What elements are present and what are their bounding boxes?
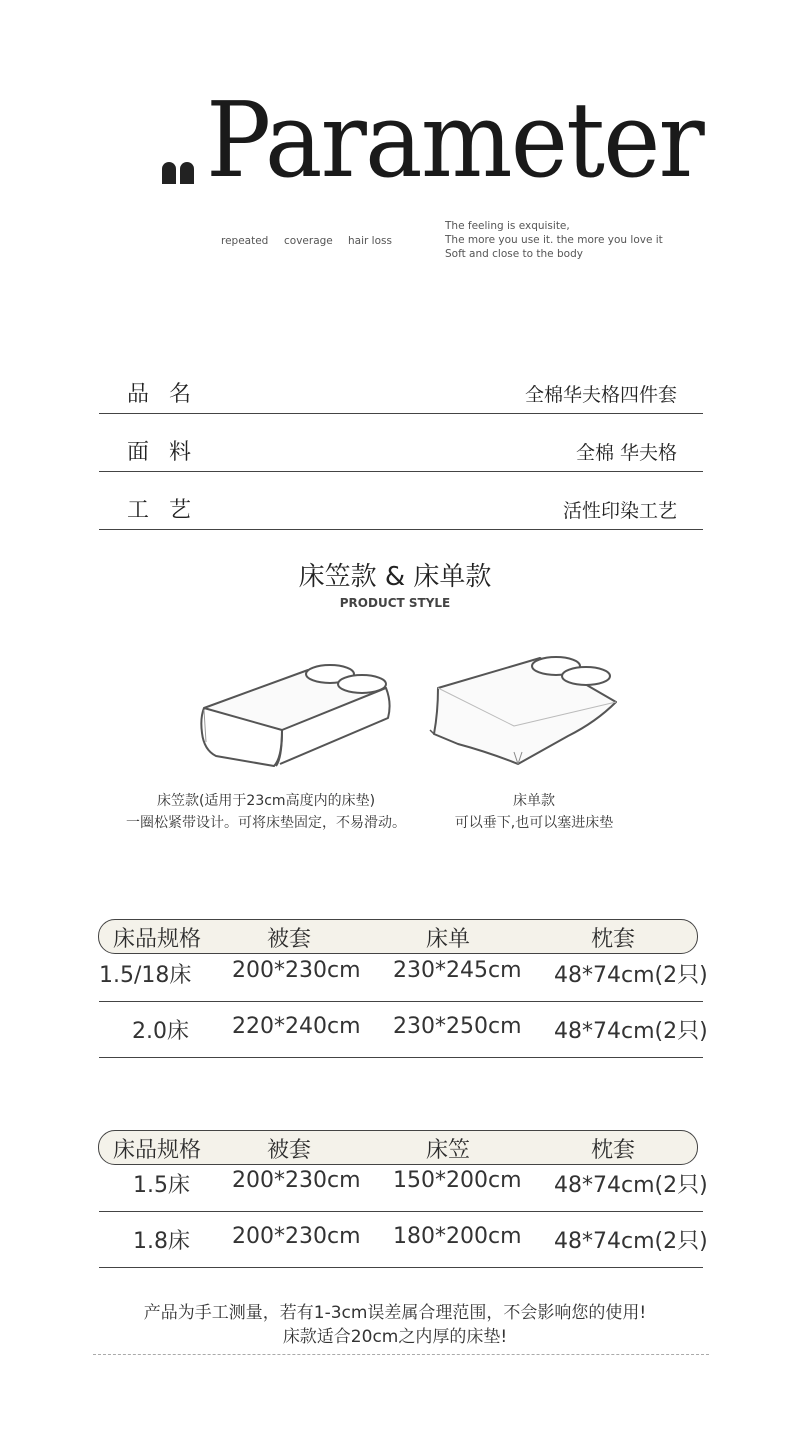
param-value: 全棉华夫格四件套 (524, 384, 677, 406)
table-cell: 1.8床 (133, 1229, 190, 1254)
product-style-subtitle: PRODUCT STYLE (339, 596, 451, 610)
dashed-divider (93, 1354, 709, 1355)
param-value: 全棉 华夫格 (575, 442, 677, 464)
table-cell: 150*200cm (393, 1168, 522, 1193)
table-header-cell: 被套 (267, 927, 312, 952)
param-row-craft (99, 472, 703, 530)
table-row (99, 1156, 708, 1212)
param-row-fabric (99, 414, 703, 472)
table-cell: 2.0床 (132, 1019, 189, 1044)
flat-sheet-bed-icon (428, 652, 624, 770)
table-cell: 48*74cm(2只) (554, 1019, 708, 1044)
flat-caption-line-2: 可以垂下,也可以塞进床垫 (454, 815, 614, 831)
flat-sheet-caption (424, 790, 644, 834)
fitted-caption-line-2: 一圈松紧带设计。可将床垫固定，不易滑动。 (126, 815, 406, 831)
flat-caption-line-1: 床单款 (513, 793, 555, 809)
tagline-line-1: The feeling is exquisite, (445, 220, 570, 232)
table-header-cell: 床单 (426, 927, 471, 952)
table-cell: 180*200cm (393, 1224, 522, 1249)
keyword-coverage: coverage (284, 235, 333, 247)
table-cell: 230*245cm (393, 958, 522, 983)
table-cell: 48*74cm(2只) (554, 963, 708, 988)
table-cell: 200*230cm (232, 1168, 361, 1193)
page-title: Parameter (206, 79, 703, 201)
tagline-line-3: Soft and close to the body (445, 248, 583, 260)
table-header-cell: 床品规格 (113, 927, 202, 952)
param-row-name (99, 356, 703, 414)
table-row (99, 946, 708, 1002)
param-value: 活性印染工艺 (562, 500, 677, 522)
param-label: 工艺 (127, 498, 212, 523)
table-header-cell: 床品规格 (113, 1138, 202, 1163)
table-cell: 200*230cm (232, 1224, 361, 1249)
note-mattress: 床款适合20cm之内厚的床垫! (282, 1327, 508, 1347)
table-row (99, 1212, 708, 1268)
table-header-cell: 枕套 (591, 927, 636, 952)
table-header-cell: 被套 (267, 1138, 312, 1163)
table-cell: 48*74cm(2只) (554, 1229, 708, 1254)
param-label: 面料 (127, 440, 212, 465)
table-cell: 230*250cm (393, 1014, 522, 1039)
product-style-title: 床笠款 & 床单款 (298, 562, 492, 592)
param-label: 品名 (127, 382, 212, 407)
keyword-repeated: repeated (221, 235, 269, 247)
table-cell: 1.5床 (133, 1173, 190, 1198)
note-measurement: 产品为手工测量，若有1-3cm误差属合理范围，不会影响您的使用! (143, 1303, 647, 1323)
fitted-caption-line-1: 床笠款(适用于23cm高度内的床垫) (156, 793, 376, 809)
tagline-line-2: The more you use it. the more you love it (445, 234, 663, 246)
table-cell: 220*240cm (232, 1014, 361, 1039)
table-cell: 48*74cm(2只) (554, 1173, 708, 1198)
fitted-sheet-bed-icon (196, 658, 396, 773)
table-header-cell: 床笠 (426, 1138, 471, 1163)
table-cell: 1.5/18床 (99, 963, 192, 988)
table-header-cell: 枕套 (591, 1138, 636, 1163)
table-row (99, 1002, 708, 1058)
keyword-hair-loss: hair loss (348, 235, 392, 247)
tagline (445, 219, 663, 261)
fitted-sheet-caption (96, 790, 436, 834)
title-arch-mark-icon (162, 160, 196, 184)
table-cell: 200*230cm (232, 958, 361, 983)
